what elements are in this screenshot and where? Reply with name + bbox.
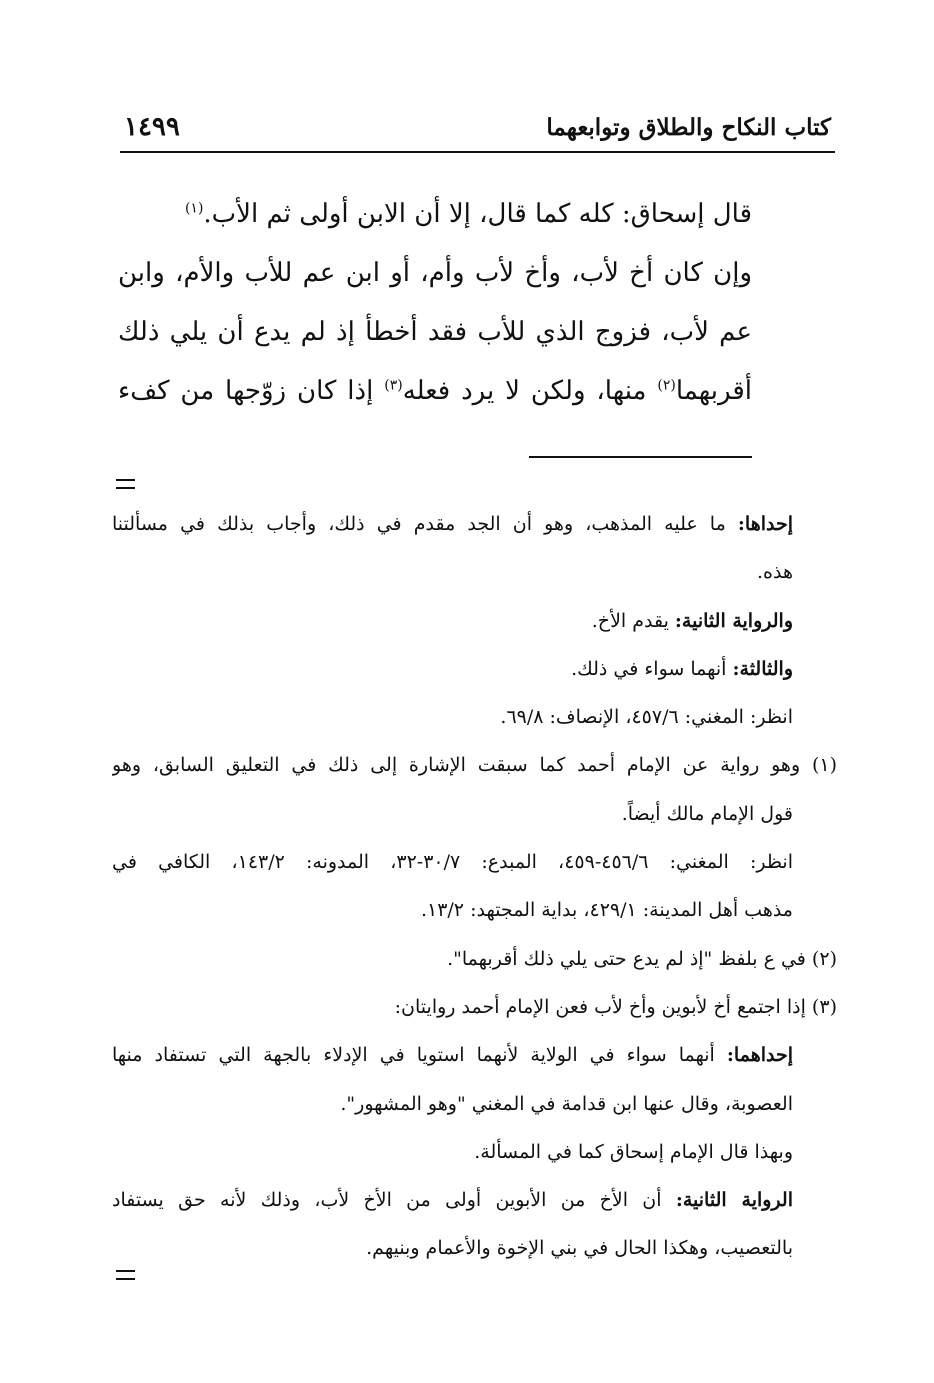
footnote-line: انظر: المغني: ٤٥٦/٦-٤٥٩، المبدع: ٣٠/٧-٣٢، المدونه: ١٤٣/٢، الكافي في xyxy=(112,851,793,874)
footnote-line: قول الإمام مالك أيضاً. xyxy=(621,802,793,825)
footnote-line: وبهذا قال الإمام إسحاق كما في المسألة. xyxy=(474,1140,793,1163)
footnote-separator xyxy=(529,456,752,458)
footnote-line: هذه. xyxy=(757,561,793,584)
footnote-line: مذهب أهل المدينة: ٤٢٩/١، بداية المجتهد: ١٣/٢. xyxy=(420,899,793,922)
footnote-line: إحداها: ما عليه المذهب، وهو أن الجد مقدم في ذلك، وأجاب بذلك في مسألتنا xyxy=(112,513,793,535)
main-line-3: عم لأب، فزوج الذي للأب فقد أخطأ إذ لم يدع أن يلي ذلك xyxy=(118,317,752,347)
main-line-1: قال إسحاق: كله كما قال، إلا أن الابن أولى ثم الأب.$^{(١)}$ xyxy=(184,199,752,229)
footnote-2: (٢) في ع بلفظ "إذ لم يدع حتى يلي ذلك أقربهما". xyxy=(447,947,837,970)
footnote-1: (١) وهو رواية عن الإمام أحمد كما سبقت الإشارة إلى ذلك في التعليق السابق، وهو xyxy=(112,754,837,777)
main-text xyxy=(118,185,752,421)
continuation-mark-top xyxy=(116,479,135,489)
footnote-3: (٣) إذا اجتمع أخ لأبوين وأخ لأب فعن الإمام أحمد روايتان: xyxy=(394,995,837,1018)
main-line-4: أقربهما$^{(٢)}$ منها، ولكن لا يرد فعله$^{(٣)}$ إذا كان زوّجها من كفء xyxy=(118,376,752,406)
footnotes xyxy=(112,500,837,1273)
footnote-line: الرواية الثانية: أن الأخ من الأبوين أولى من الأخ لأب، وذلك لأنه حق يستفاد xyxy=(112,1189,793,1212)
page-header xyxy=(120,108,835,148)
footnote-ref-2: (٢) xyxy=(657,377,676,394)
running-title: كتاب النكاح والطلاق وتوابعهما xyxy=(546,114,831,141)
footnote-ref-3: (٣) xyxy=(384,377,403,394)
header-rule xyxy=(120,151,835,153)
footnote-ref-1: (١) xyxy=(184,200,204,217)
footnote-line: إحداهما: أنهما سواء في الولاية لأنهما استويا في الإدلاء بالجهة التي تستفاد منها xyxy=(112,1044,793,1067)
footnote-line: انظر: المغني: ٤٥٧/٦، الإنصاف: ٦٩/٨. xyxy=(500,706,793,729)
footnote-line: والثالثة: أنهما سواء في ذلك. xyxy=(571,657,793,680)
footnote-line: العصوبة، وقال عنها ابن قدامة في المغني "وهو المشهور". xyxy=(340,1092,793,1115)
main-line-2: وإن كان أخ لأب، وأخ لأب وأم، أو ابن عم للأب والأم، وابن xyxy=(118,258,752,288)
footnote-line: بالتعصيب، وهكذا الحال في بني الإخوة والأعمام وبنيهم. xyxy=(366,1237,793,1260)
footnote-line: والرواية الثانية: يقدم الأخ. xyxy=(591,609,793,632)
continuation-mark-bottom xyxy=(116,1270,135,1280)
page-number: ١٤٩٩ xyxy=(124,112,180,142)
